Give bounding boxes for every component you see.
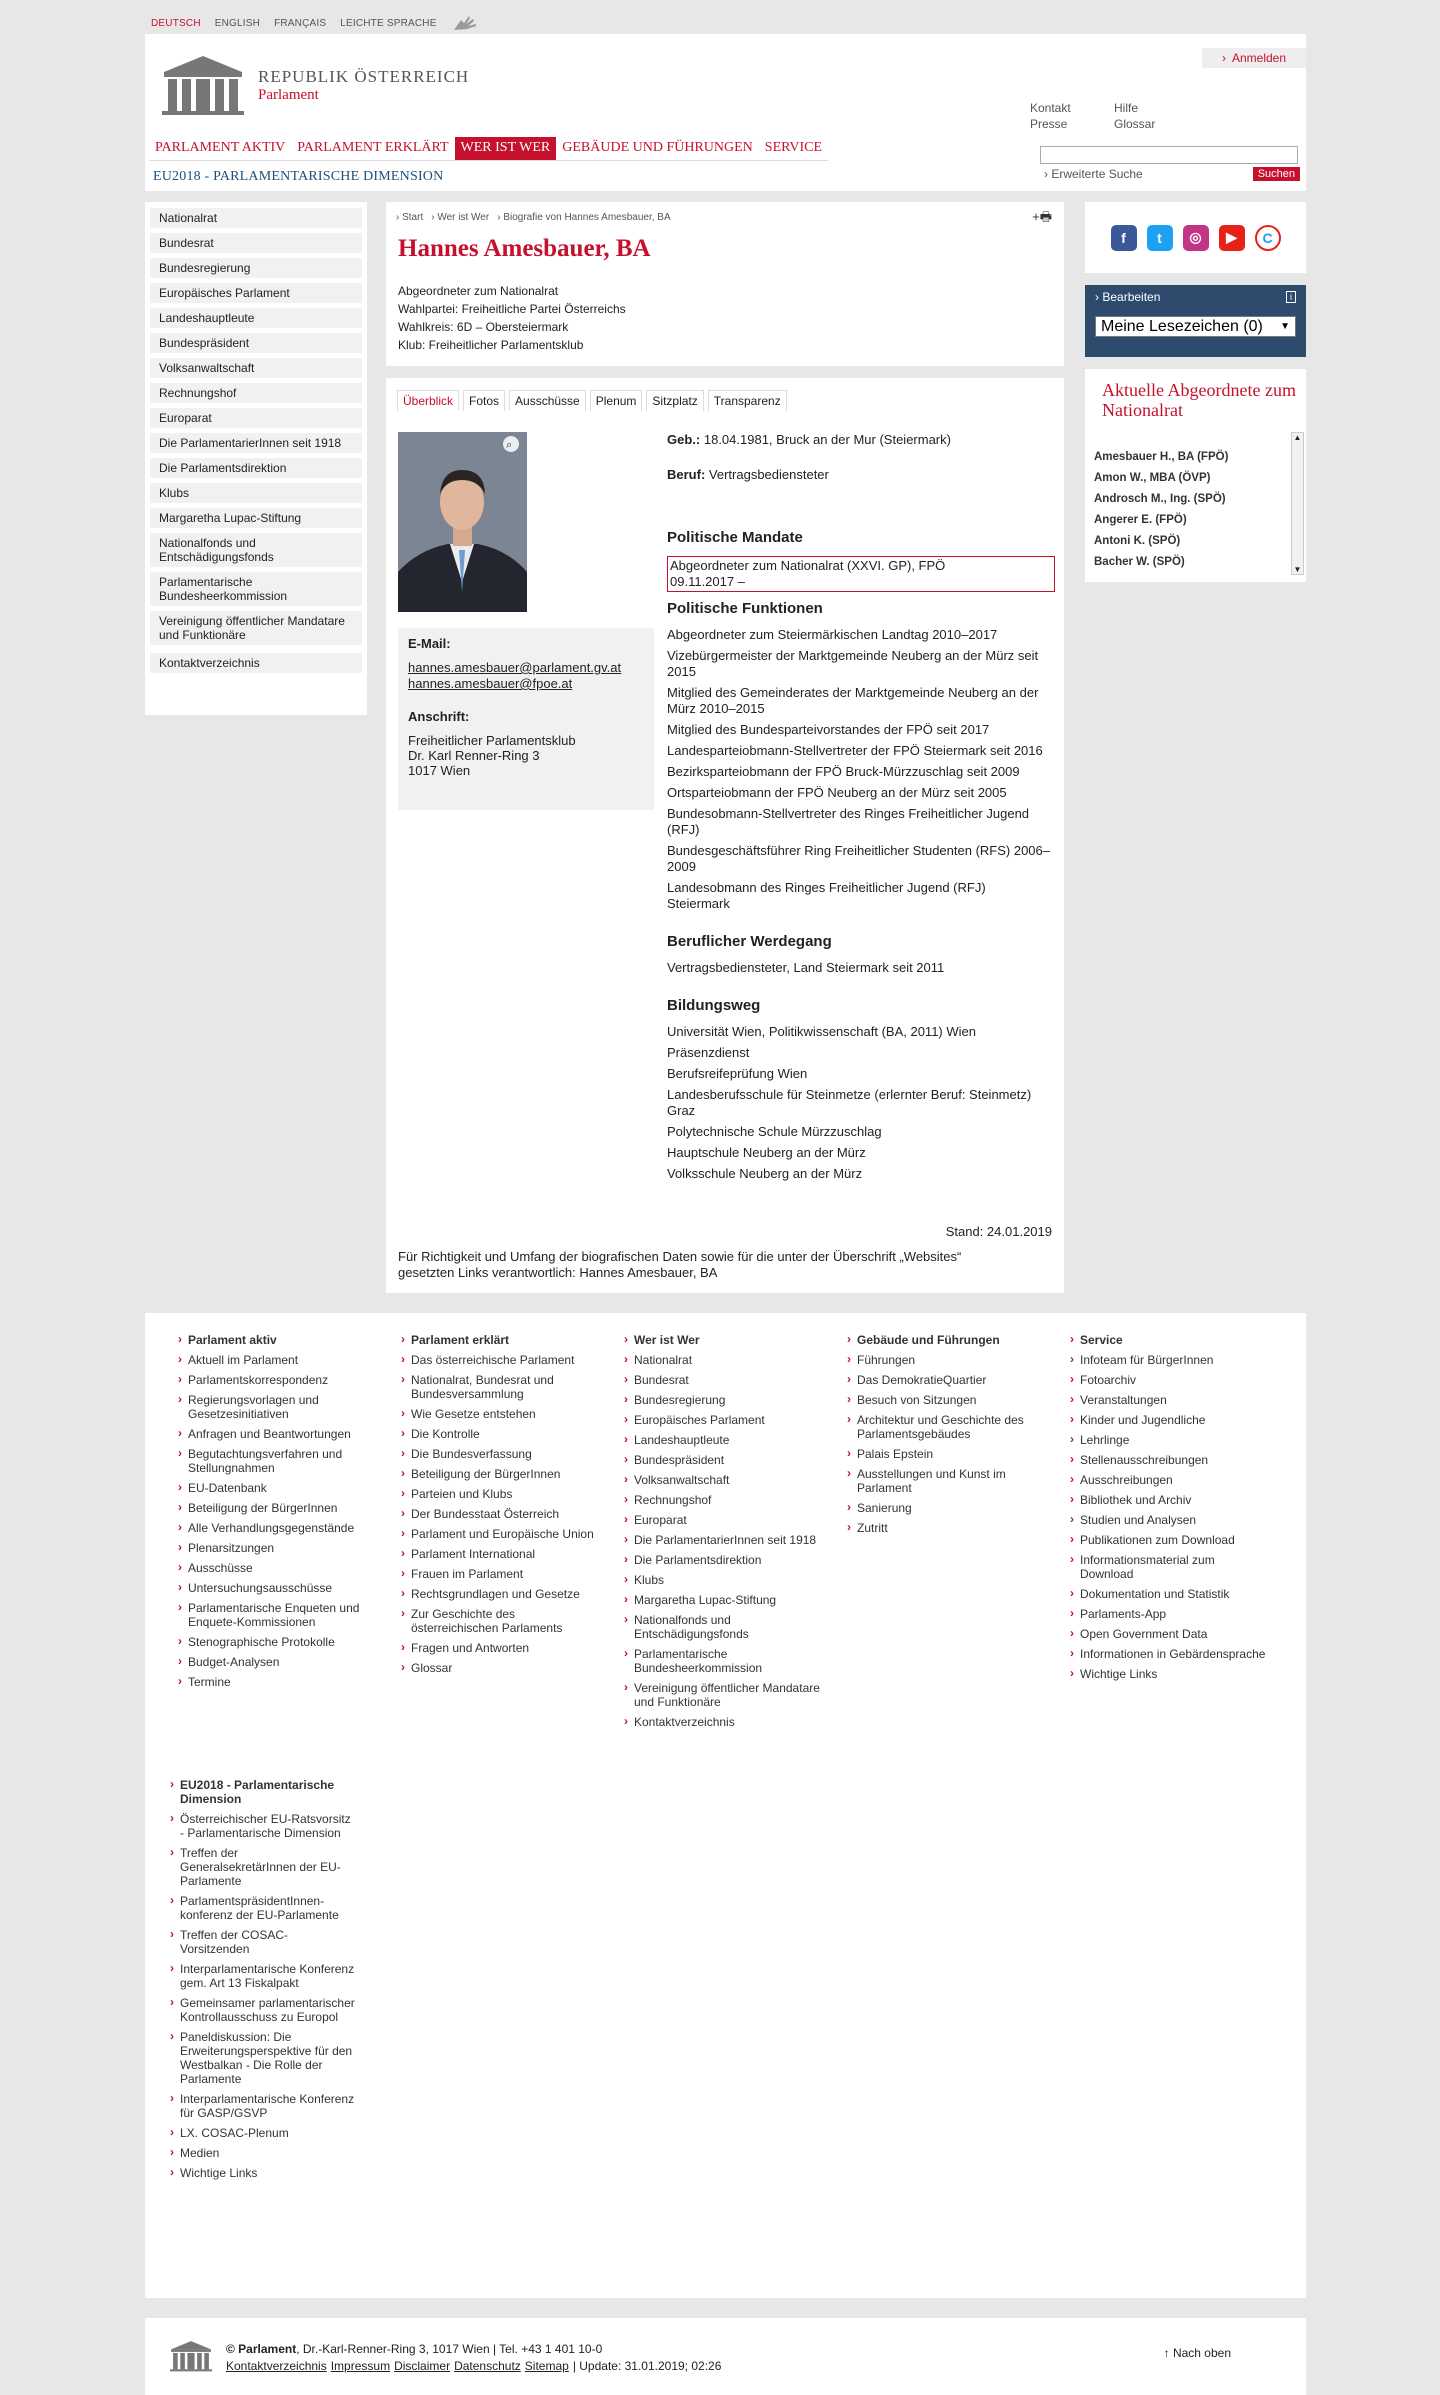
footer-link[interactable]: › Volksanwaltschaft <box>621 1473 821 1487</box>
footer-link[interactable]: › Medien <box>167 2146 357 2160</box>
advanced-search-label: Erweiterte Suche <box>1051 167 1143 181</box>
footer-link[interactable]: › Nationalfonds und Entschädigungsfonds <box>621 1613 821 1641</box>
footer-column-title[interactable]: › Parlament erklärt <box>398 1333 598 1347</box>
header <box>145 34 1306 191</box>
left-nav-item[interactable]: Bundesregierung <box>150 258 362 278</box>
footer-link[interactable]: › Kontaktverzeichnis <box>621 1715 821 1729</box>
occupation-info: Beruf: Vertragsbediensteter <box>667 467 829 482</box>
footer-link[interactable]: › Lehrlinge <box>1067 1433 1267 1447</box>
footer-link[interactable]: › Beteiligung der BürgerInnen <box>175 1501 375 1515</box>
footer-link[interactable]: › Informationen in Gebärdensprache <box>1067 1647 1267 1661</box>
copyright: © Parlament <box>226 2342 297 2356</box>
scroll-down-icon[interactable]: ▼ <box>1293 565 1302 574</box>
footer-column-title[interactable]: › Gebäude und Führungen <box>844 1333 1044 1347</box>
social-media-bar <box>1085 202 1306 273</box>
footer-link[interactable]: › Das österreichische Parlament <box>398 1353 598 1367</box>
footer-link[interactable]: › Die Kontrolle <box>398 1427 598 1441</box>
footer-column-title[interactable]: › Wer ist Wer <box>621 1333 821 1347</box>
current-members-title: Aktuelle Abgeordnete zum Nationalrat <box>1102 380 1296 420</box>
footer-link[interactable]: › Dokumentation und Statistik <box>1067 1587 1267 1601</box>
footer-link[interactable]: › Veranstaltungen <box>1067 1393 1267 1407</box>
footer-column <box>167 1778 357 2186</box>
address-line: Dr. Karl Renner-Ring 3 <box>408 748 540 763</box>
function-item: Bundesobmann-Stellvertreter des Ringes Freiheitlicher Jugend (RFJ) <box>667 806 1030 837</box>
footer-link[interactable]: › Ausschüsse <box>175 1561 375 1575</box>
footer-link[interactable]: › Ausschreibungen <box>1067 1473 1267 1487</box>
twitter-icon[interactable]: t <box>1147 225 1173 251</box>
bildung-list <box>667 1024 1052 1182</box>
footer-link[interactable]: › Treffen der COSAC-Vorsitzenden <box>167 1928 357 1956</box>
footer-link[interactable]: › Parlaments-App <box>1067 1607 1267 1621</box>
education-item: Berufsreifeprüfung Wien <box>667 1066 808 1081</box>
education-item: Hauptschule Neuberg an der Mürz <box>667 1145 866 1160</box>
logo-title: REPUBLIK ÖSTERREICH <box>258 66 470 86</box>
nav-item-0[interactable]: PARLAMENT AKTIV <box>155 140 286 155</box>
function-item: Ortsparteiobmann der FPÖ Neuberg an der Mürz seit 2005 <box>667 785 1007 800</box>
footer-link[interactable]: › EU-Datenbank <box>175 1481 375 1495</box>
footer-link[interactable]: › Der Bundesstaat Österreich <box>398 1507 598 1521</box>
nav-item-2[interactable]: WER IST WER <box>455 137 557 160</box>
mandate-line: 09.11.2017 – <box>670 574 745 589</box>
footer-link[interactable]: › Vereinigung öffentlicher Mandatare und Funktionäre <box>621 1681 821 1709</box>
footer-link[interactable]: › Die Parlamentsdirektion <box>621 1553 821 1567</box>
left-nav-item[interactable]: Parlamentarische Bundesheerkommission <box>150 572 362 606</box>
email-link-parlament[interactable]: hannes.amesbauer@parlament.gv.at <box>408 660 622 675</box>
portrait-photo[interactable] <box>398 432 527 612</box>
edit-panel <box>1085 285 1306 357</box>
footer-link[interactable]: › Wichtige Links <box>167 2166 357 2180</box>
instagram-icon[interactable]: ◎ <box>1183 225 1209 251</box>
bio-role: Abgeordneter zum Nationalrat <box>398 284 559 298</box>
language-link-3[interactable]: LEICHTE SPRACHE <box>340 17 437 29</box>
parliament-building-icon <box>169 2340 213 2372</box>
footer-link[interactable]: › Bundesregierung <box>621 1393 821 1407</box>
header-link-kontakt[interactable]: Kontakt <box>1030 101 1071 115</box>
tab-3[interactable]: Plenum <box>590 390 643 411</box>
footer-sitemap <box>145 1313 1306 2298</box>
members-scrollbar[interactable] <box>1291 432 1304 575</box>
member-item[interactable]: Amesbauer H., BA (FPÖ) <box>1094 451 1229 463</box>
breadcrumb-start[interactable]: › Start <box>396 212 424 223</box>
funktionen-list <box>667 627 1052 912</box>
tab-1[interactable]: Fotos <box>463 390 505 411</box>
section-heading-werdegang: Beruflicher Werdegang <box>667 933 832 950</box>
footer-link[interactable]: › Bundesrat <box>621 1373 821 1387</box>
search-row <box>1044 167 1300 181</box>
footer-link[interactable]: › Beteiligung der BürgerInnen <box>398 1467 598 1481</box>
footer-link[interactable]: › LX. COSAC-Plenum <box>167 2126 357 2140</box>
left-nav-item[interactable]: Rechnungshof <box>150 383 362 403</box>
footer-link[interactable]: › Anfragen und Beantwortungen <box>175 1427 375 1441</box>
left-nav-item[interactable]: Volksanwaltschaft <box>150 358 362 378</box>
left-nav-item[interactable]: Nationalrat <box>150 208 362 228</box>
footer-link[interactable]: › Informationsmaterial zum Download <box>1067 1553 1267 1581</box>
print-icon[interactable]: +🖶 <box>1032 209 1052 224</box>
footer-link[interactable]: › Das DemokratieQuartier <box>844 1373 1044 1387</box>
footer-link[interactable]: › Bibliothek und Archiv <box>1067 1493 1267 1507</box>
footer-link[interactable]: › Open Government Data <box>1067 1627 1267 1641</box>
function-item: Vizebürgermeister der Marktgemeinde Neuberg an der Mürz seit 2015 <box>667 648 1039 679</box>
chevron-right-icon: › <box>1095 290 1103 304</box>
education-item: Präsenzdienst <box>667 1045 750 1060</box>
footer-link[interactable]: › Ausstellungen und Kunst im Parlament <box>844 1467 1044 1495</box>
footer-column <box>175 1333 375 1695</box>
current-members-panel <box>1085 369 1306 582</box>
footer-link[interactable]: › Landeshauptleute <box>621 1433 821 1447</box>
footer-link[interactable]: › ParlamentspräsidentInnen-konferenz der EU-Parlamente <box>167 1894 357 1922</box>
left-nav-item[interactable]: Nationalfonds und Entschädigungsfonds <box>150 533 362 567</box>
footer-link[interactable]: › Österreichischer EU-Ratsvorsitz - Parlamentarische Dimension <box>167 1812 357 1840</box>
bottom-link[interactable]: Disclaimer <box>394 2359 451 2373</box>
member-item[interactable]: Androsch M., Ing. (SPÖ) <box>1094 493 1226 505</box>
footer-column <box>1067 1333 1267 1687</box>
footer-link[interactable]: › Palais Epstein <box>844 1447 1044 1461</box>
education-item: Landesberufsschule für Steinmetze (erlernter Beruf: Steinmetz) Graz <box>667 1087 1032 1118</box>
scroll-up-icon[interactable]: ▲ <box>1293 433 1302 442</box>
footer-link[interactable]: › Parlamentarische Enqueten und Enquete-Kommissionen <box>175 1601 375 1629</box>
footer-link[interactable]: › Regierungsvorlagen und Gesetzesinitiativen <box>175 1393 375 1421</box>
footer-link[interactable]: › Parteien und Klubs <box>398 1487 598 1501</box>
chevron-right-icon: › <box>1044 167 1052 181</box>
tab-4[interactable]: Sitzplatz <box>646 390 703 411</box>
footer-column <box>844 1333 1044 1541</box>
footer-link[interactable]: › Die Bundesverfassung <box>398 1447 598 1461</box>
member-item[interactable]: Angerer E. (FPÖ) <box>1094 514 1187 526</box>
left-nav-item[interactable]: Die Parlamentsdirektion <box>150 458 362 478</box>
function-item: Bundesgeschäftsführer Ring Freiheitlicher Studenten (RFS) 2006–2009 <box>667 843 1050 874</box>
footer-link[interactable]: › Termine <box>175 1675 375 1689</box>
footer-link[interactable]: › Parlament und Europäische Union <box>398 1527 598 1541</box>
footer-column <box>621 1333 821 1735</box>
footer-link[interactable]: › Stenographische Protokolle <box>175 1635 375 1649</box>
section-heading-bildung: Bildungsweg <box>667 997 761 1014</box>
footer-link[interactable]: › Paneldiskussion: Die Erweiterungsperspektive für den Westbalkan - Die Rolle der Parlamente <box>167 2030 357 2086</box>
footer-link[interactable]: › Treffen der GeneralsekretärInnen der EU-Parlamente <box>167 1846 357 1888</box>
address-label: Anschrift: <box>408 709 470 724</box>
footer-link[interactable]: › Untersuchungsausschüsse <box>175 1581 375 1595</box>
facebook-icon[interactable]: f <box>1111 225 1137 251</box>
footer-link[interactable]: › Europäisches Parlament <box>621 1413 821 1427</box>
bookmarks-selected-value: Meine Lesezeichen (0) <box>1101 317 1263 335</box>
footer-link[interactable]: › Zutritt <box>844 1521 1044 1535</box>
member-item[interactable]: Amon W., MBA (ÖVP) <box>1094 472 1211 484</box>
left-nav-item[interactable]: Bundesrat <box>150 233 362 253</box>
career-item: Vertragsbediensteter, Land Steiermark seit 2011 <box>667 960 945 975</box>
tab-bar <box>397 390 787 411</box>
left-nav-item[interactable]: Kontaktverzeichnis <box>150 653 362 673</box>
info-icon[interactable]: i <box>1286 291 1296 303</box>
left-navigation <box>145 202 367 715</box>
footer-link[interactable]: › Glossar <box>398 1661 598 1675</box>
left-nav-item[interactable]: Landeshauptleute <box>150 308 362 328</box>
address-line: Freiheitlicher Parlamentsklub <box>408 733 576 748</box>
bio-club: Klub: Freiheitlicher Parlamentsklub <box>398 338 584 352</box>
footer-link[interactable]: › Zur Geschichte des österreichischen Parlaments <box>398 1607 598 1635</box>
bookmarks-select[interactable] <box>1095 316 1296 337</box>
left-nav-item[interactable]: Die ParlamentarierInnen seit 1918 <box>150 433 362 453</box>
contact-box <box>398 628 654 810</box>
footer-link[interactable]: › Parlamentskorrespondenz <box>175 1373 375 1387</box>
education-item: Universität Wien, Politikwissenschaft (BA, 2011) Wien <box>667 1024 976 1039</box>
update-info: | Update: 31.01.2019; 02:26 <box>572 2359 722 2373</box>
nav-item-3[interactable]: GEBÄUDE UND FÜHRUNGEN <box>562 140 753 155</box>
nav-item-4[interactable]: SERVICE <box>764 140 823 155</box>
current-members-list <box>1094 447 1228 573</box>
language-link-1[interactable]: ENGLISH <box>214 17 261 29</box>
chevron-down-icon: ▼ <box>1280 321 1290 332</box>
bottom-link[interactable]: Kontaktverzeichnis <box>226 2359 327 2373</box>
footer-link[interactable]: › Besuch von Sitzungen <box>844 1393 1044 1407</box>
footer-link[interactable]: › Klubs <box>621 1573 821 1587</box>
footer-link[interactable]: › Budget-Analysen <box>175 1655 375 1669</box>
footer-column-title[interactable]: › Service <box>1067 1333 1267 1347</box>
email-link-fpoe[interactable]: hannes.amesbauer@fpoe.at <box>408 676 573 691</box>
footer-link[interactable]: › Aktuell im Parlament <box>175 1353 375 1367</box>
footer-link[interactable]: › Infoteam für BürgerInnen <box>1067 1353 1267 1367</box>
left-nav-item[interactable]: Bundespräsident <box>150 333 362 353</box>
footer-link[interactable]: › Fotoarchiv <box>1067 1373 1267 1387</box>
language-link-2[interactable]: FRANÇAIS <box>274 17 327 29</box>
bottom-link[interactable]: Impressum <box>330 2359 391 2373</box>
footer-link[interactable]: › Architektur und Geschichte des Parlamentsgebäudes <box>844 1413 1044 1441</box>
address-line: 1017 Wien <box>408 763 471 778</box>
footer-link[interactable]: › Parlamentarische Bundesheerkommission <box>621 1647 821 1675</box>
function-item: Landesparteiobmann-Stellvertreter der FPÖ Steiermark seit 2016 <box>667 743 1043 758</box>
footer-column <box>398 1333 598 1681</box>
main-navigation <box>149 137 828 161</box>
tab-2[interactable]: Ausschüsse <box>509 390 586 411</box>
tab-5[interactable]: Transparenz <box>708 390 787 411</box>
footer-link[interactable]: › Rechnungshof <box>621 1493 821 1507</box>
advanced-search-link[interactable] <box>1044 167 1143 181</box>
header-link-glossar[interactable]: Glossar <box>1114 117 1156 131</box>
header-link-hilfe[interactable]: Hilfe <box>1114 101 1139 115</box>
function-item: Abgeordneter zum Steiermärkischen Landtag 2010–2017 <box>667 627 998 642</box>
imprint <box>226 2341 721 2375</box>
footer-link[interactable]: › Führungen <box>844 1353 1044 1367</box>
section-heading-funktionen: Politische Funktionen <box>667 600 823 617</box>
back-to-top-button[interactable]: ↑ Nach oben <box>1163 2346 1231 2360</box>
search-button[interactable]: Suchen <box>1253 167 1300 181</box>
page-title: Hannes Amesbauer, BA <box>398 235 651 262</box>
footer-link[interactable]: › Gemeinsamer parlamentarischer Kontrollausschuss zu Europol <box>167 1996 357 2024</box>
parliament-logo[interactable] <box>160 54 469 116</box>
footer-link[interactable]: › Kinder und Jugendliche <box>1067 1413 1267 1427</box>
bio-constituency: Wahlkreis: 6D – Obersteiermark <box>398 320 569 334</box>
sign-language-icon[interactable] <box>451 14 479 32</box>
chevron-right-icon: › <box>1221 51 1226 65</box>
function-item: Mitglied des Bundesparteivorstandes der FPÖ seit 2017 <box>667 722 990 737</box>
youtube-icon[interactable]: ▶ <box>1219 225 1245 251</box>
biography-content <box>386 378 1064 1293</box>
responsibility-note: Für Richtigkeit und Umfang der biografischen Daten sowie für die unter der Überschrift „Websites“ gesetzten Links verantwortlich: Hannes Amesbauer, BA <box>398 1249 962 1280</box>
footer-link[interactable]: › Fragen und Antworten <box>398 1641 598 1655</box>
biography-header <box>386 202 1064 366</box>
breadcrumb <box>396 212 671 223</box>
footer-link[interactable]: › Begutachtungsverfahren und Stellungnahmen <box>175 1447 375 1475</box>
language-bar <box>151 14 479 32</box>
svg-text:⌕: ⌕ <box>506 439 513 451</box>
footer-column-title[interactable]: › EU2018 - Parlamentarische Dimension <box>167 1778 357 1806</box>
footer-link[interactable]: › Nationalrat <box>621 1353 821 1367</box>
left-nav-item[interactable]: Vereinigung öffentlicher Mandatare und Funktionäre <box>150 611 362 645</box>
footer-link[interactable]: › Wichtige Links <box>1067 1667 1267 1681</box>
footer-link[interactable]: › Frauen im Parlament <box>398 1567 598 1581</box>
arrow-up-icon: ↑ <box>1163 2346 1173 2360</box>
breadcrumb-wer-ist-wer[interactable]: › Wer ist Wer <box>431 212 490 223</box>
header-links <box>1030 101 1174 131</box>
nav-item-1[interactable]: PARLAMENT ERKLÄRT <box>297 140 449 155</box>
bottom-link[interactable]: Sitemap <box>524 2359 569 2373</box>
bottom-links <box>226 2358 721 2375</box>
footer-column-title[interactable]: › Parlament aktiv <box>175 1333 375 1347</box>
footer-link[interactable]: › Alle Verhandlungsgegenstände <box>175 1521 375 1535</box>
breadcrumb-current: › Biografie von Hannes Amesbauer, BA <box>497 212 671 223</box>
address-contact: , Dr.-Karl-Renner-Ring 3, 1017 Wien | Tel. +43 1 401 10-0 <box>296 2342 603 2356</box>
footer-link[interactable]: › Rechtsgrundlagen und Gesetze <box>398 1587 598 1601</box>
member-item[interactable]: Bacher W. (SPÖ) <box>1094 556 1185 568</box>
eu2018-link[interactable]: EU2018 - PARLAMENTARISCHE DIMENSION <box>153 169 444 184</box>
edit-title: › Bearbeiten <box>1095 290 1161 304</box>
bottom-bar <box>145 2318 1306 2395</box>
header-link-presse[interactable]: Presse <box>1030 117 1068 131</box>
footer-link[interactable]: › Interparlamentarische Konferenz für GASP/GSVP <box>167 2092 357 2120</box>
mandate-box <box>667 556 1055 592</box>
education-item: Polytechnische Schule Mürzzuschlag <box>667 1124 882 1139</box>
footer-link[interactable]: › Studien und Analysen <box>1067 1513 1267 1527</box>
login-label: Anmelden <box>1231 51 1287 65</box>
footer-link[interactable]: › Die ParlamentarierInnen seit 1918 <box>621 1533 821 1547</box>
bio-summary <box>398 282 626 354</box>
footer-link[interactable]: › Interparlamentarische Konferenz gem. Art 13 Fiskalpakt <box>167 1962 357 1990</box>
left-nav-item[interactable]: Klubs <box>150 483 362 503</box>
werdegang-list <box>667 960 1052 976</box>
tab-0[interactable]: Überblick <box>397 390 459 411</box>
footer-link[interactable]: › Wie Gesetze entstehen <box>398 1407 598 1421</box>
left-nav-item[interactable]: Europäisches Parlament <box>150 283 362 303</box>
function-item: Bezirksparteiobmann der FPÖ Bruck-Mürzzuschlag seit 2009 <box>667 764 1020 779</box>
section-heading-mandate: Politische Mandate <box>667 529 803 546</box>
left-nav-item[interactable]: Europarat <box>150 408 362 428</box>
education-item: Volksschule Neuberg an der Mürz <box>667 1166 863 1181</box>
birth-info: Geb.: 18.04.1981, Bruck an der Mur (Steiermark) <box>667 432 951 447</box>
last-updated: Stand: 24.01.2019 <box>945 1224 1052 1239</box>
footer-link[interactable]: › Parlament International <box>398 1547 598 1561</box>
footer-link[interactable]: › Bundespräsident <box>621 1453 821 1467</box>
search-input[interactable] <box>1040 146 1298 164</box>
logo-subtitle: Parlament <box>258 86 319 103</box>
bio-details <box>667 432 1052 1187</box>
email-label: E-Mail: <box>408 636 451 651</box>
footer-link[interactable]: › Europarat <box>621 1513 821 1527</box>
footer-link[interactable]: › Stellenausschreibungen <box>1067 1453 1267 1467</box>
footer-link[interactable]: › Margaretha Lupac-Stiftung <box>621 1593 821 1607</box>
member-item[interactable]: Antoni K. (SPÖ) <box>1094 535 1181 547</box>
function-item: Landesobmann des Ringes Freiheitlicher Jugend (RFJ) Steiermark <box>667 880 986 911</box>
footer-link[interactable]: › Publikationen zum Download <box>1067 1533 1267 1547</box>
bio-party: Wahlpartei: Freiheitliche Partei Österreichs <box>398 302 626 316</box>
footer-link[interactable]: › Nationalrat, Bundesrat und Bundesversammlung <box>398 1373 598 1401</box>
function-item: Mitglied des Gemeinderates der Marktgemeinde Neuberg an der Mürz 2010–2015 <box>667 685 1039 716</box>
footer-link[interactable]: › Sanierung <box>844 1501 1044 1515</box>
bottom-link[interactable]: Datenschutz <box>454 2359 521 2373</box>
mandate-line: Abgeordneter zum Nationalrat (XXVI. GP), FPÖ <box>670 558 946 573</box>
parliament-building-icon <box>160 54 246 116</box>
login-button[interactable] <box>1202 48 1306 68</box>
language-link-0[interactable]: DEUTSCH <box>151 17 201 29</box>
left-nav-item[interactable]: Margaretha Lupac-Stiftung <box>150 508 362 528</box>
footer-link[interactable]: › Plenarsitzungen <box>175 1541 375 1555</box>
parliament-app-icon[interactable]: C <box>1255 225 1281 251</box>
